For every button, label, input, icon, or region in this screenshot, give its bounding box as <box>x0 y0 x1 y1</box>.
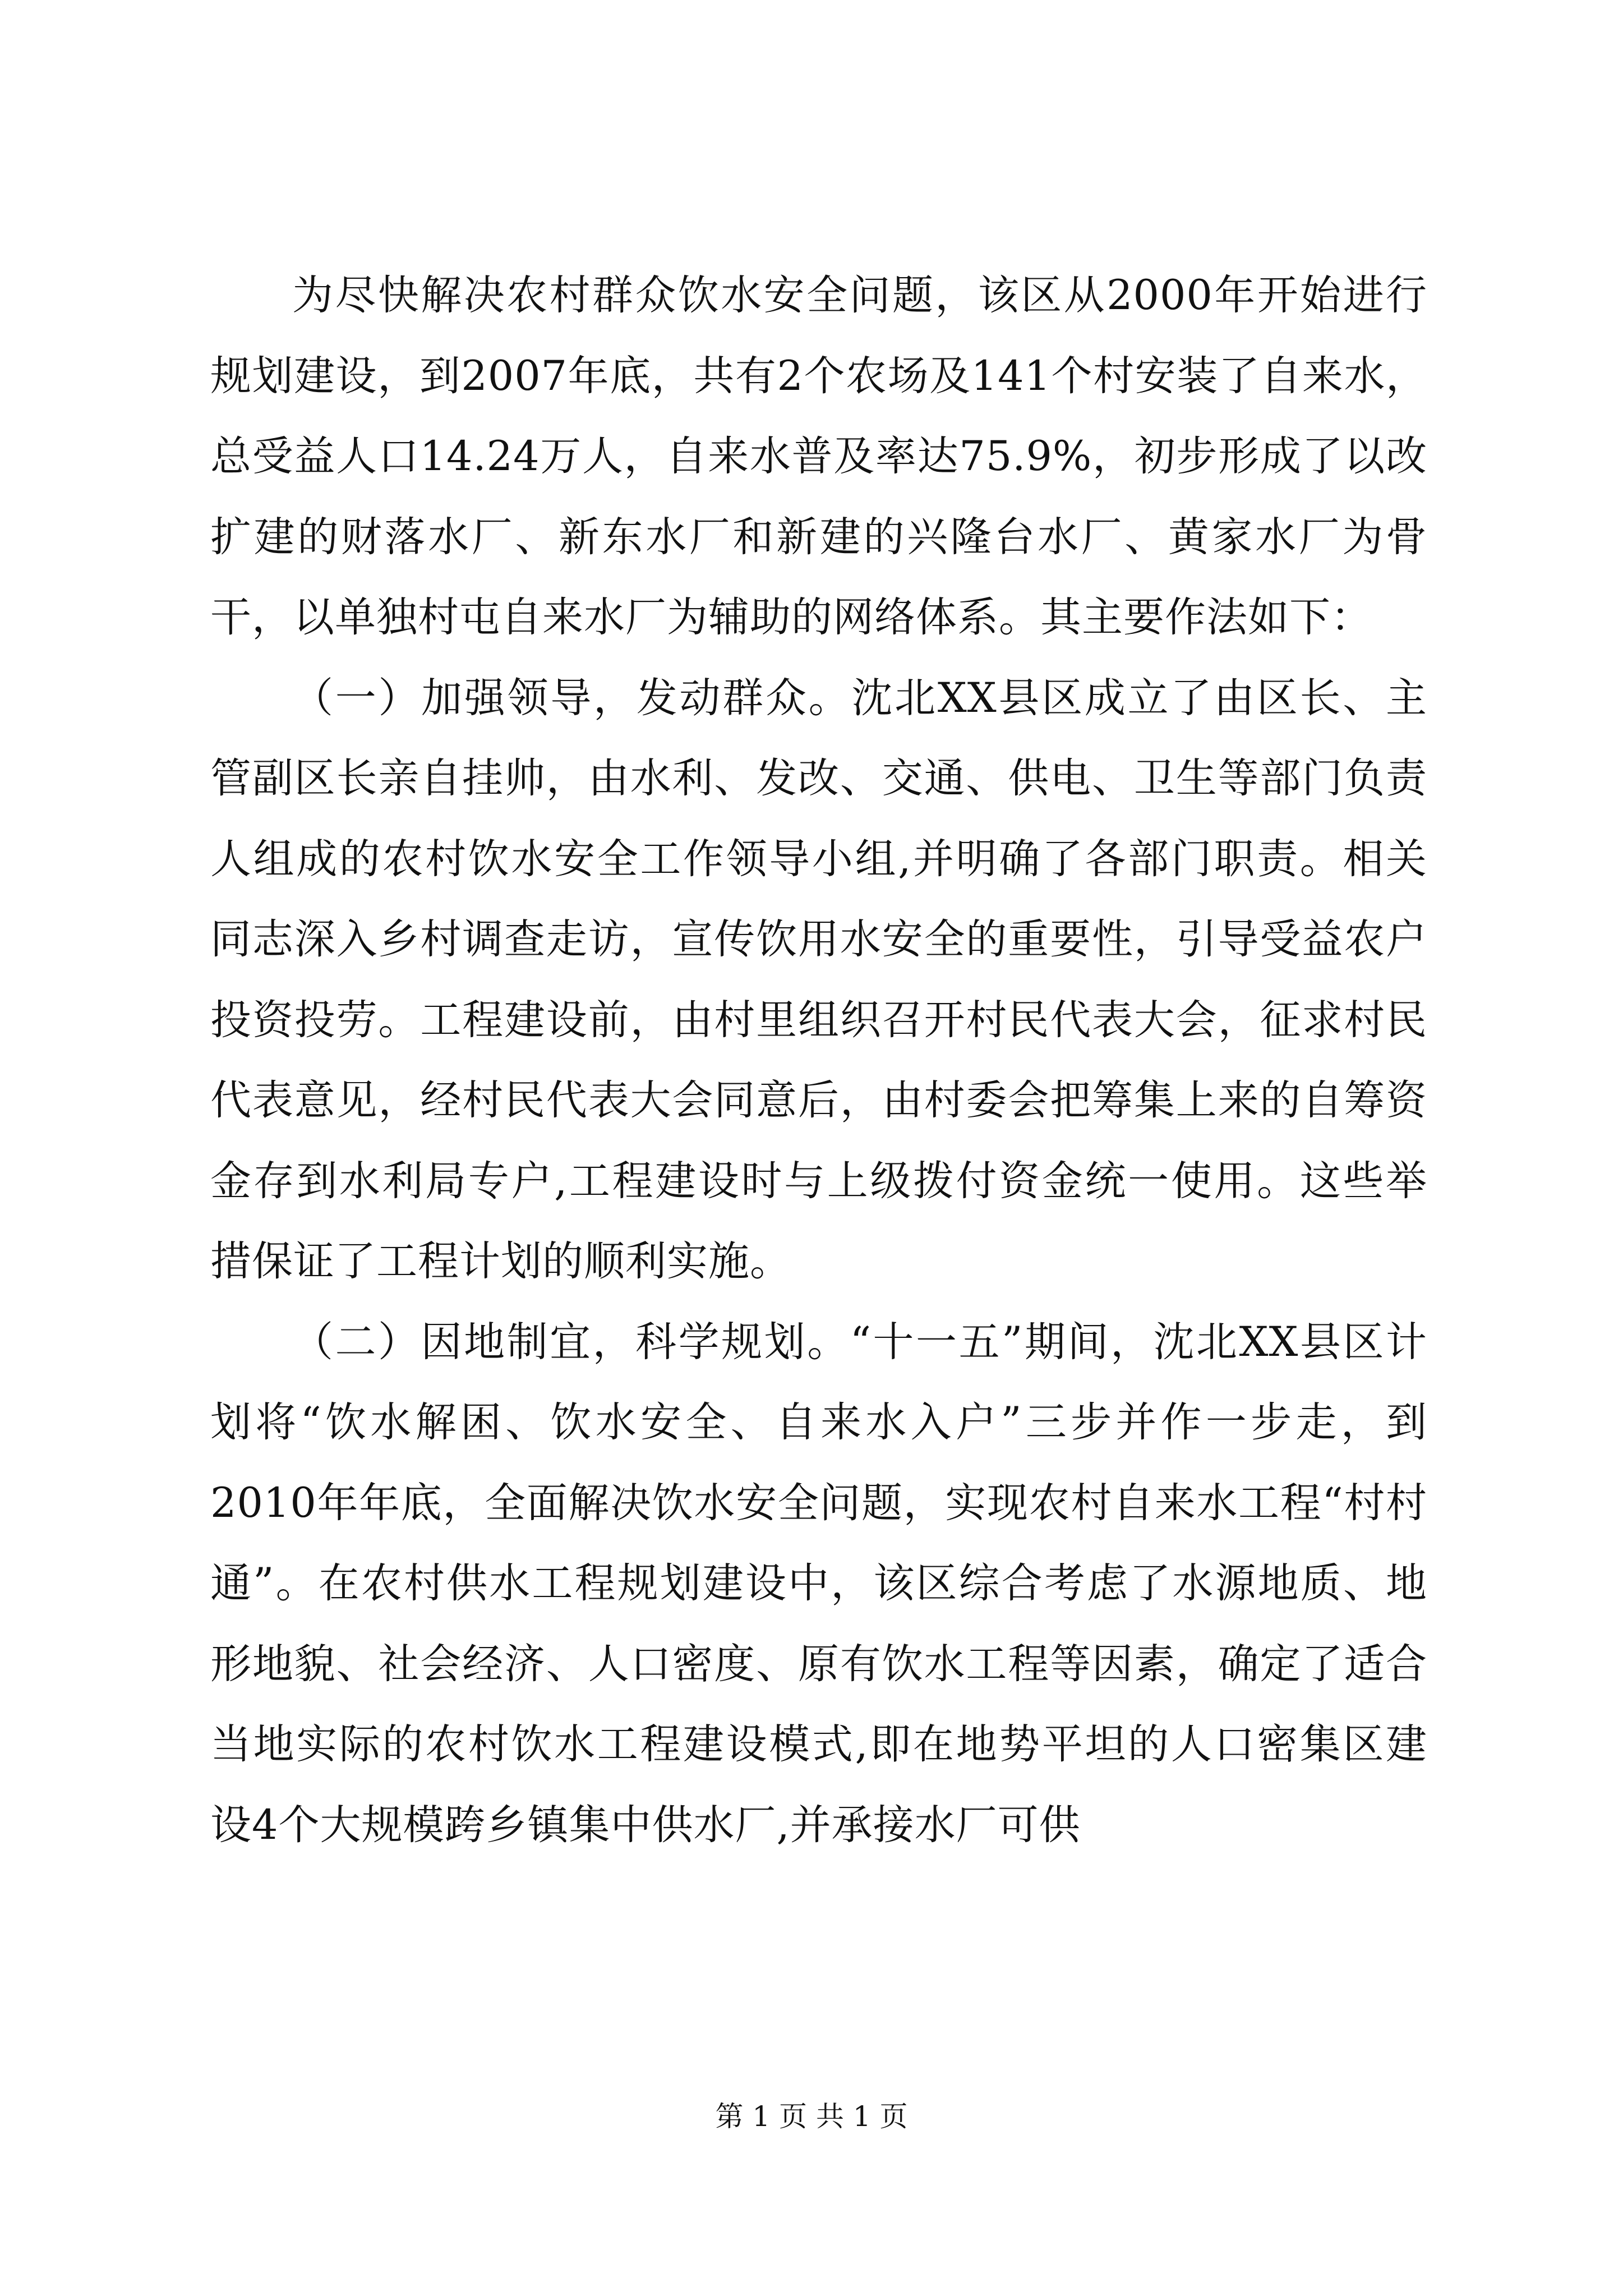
paragraph-section-1: （一）加强领导，发动群众。沈北XX县区成立了由区长、主管副区长亲自挂帅，由水利、发改、交通、供电、卫生等部门负责人组成的农村饮水安全工作领导小组,并明确了各部门职责。相关同志深入乡村调查走访，宣传饮用水安全的重要性，引导受益农户投资投劳。工程建设前，由村里组织召开村民代表大会，征求村民代表意见，经村民代表大会同意后，由村委会把筹集上来的自筹资金存到水利局专户,工程建设时与上级拨付资金统一使用。这些举措保证了工程计划的顺利实施。 <box>210 674 1427 1285</box>
document-body <box>210 255 1427 1865</box>
paragraph-intro: 为尽快解决农村群众饮水安全问题，该区从2000年开始进行规划建设，到2007年底，共有2个农场及141个村安装了自来水，总受益人口14.24万人，自来水普及率达75.9%，初步形成了以改扩建的财落水厂、新东水厂和新建的兴隆台水厂、黄家水厂为骨干，以单独村屯自来水厂为辅助的网络体系。其主要作法如下： <box>210 272 1427 641</box>
page-footer: 第 1 页 共 1 页 <box>715 2100 908 2133</box>
paragraph-section-2: （二）因地制宜，科学规划。“十一五”期间，沈北XX县区计划将“饮水解困、饮水安全、自来水入户”三步并作一步走，到2010年年底，全面解决饮水安全问题，实现农村自来水工程“村村通”。在农村供水工程规划建设中，该区综合考虑了水源地质、地形地貌、社会经济、人口密度、原有饮水工程等因素，确定了适合当地实际的农村饮水工程建设模式,即在地势平坦的人口密集区建设4个大规模跨乡镇集中供水厂,并承接水厂可供 <box>210 1318 1428 1849</box>
